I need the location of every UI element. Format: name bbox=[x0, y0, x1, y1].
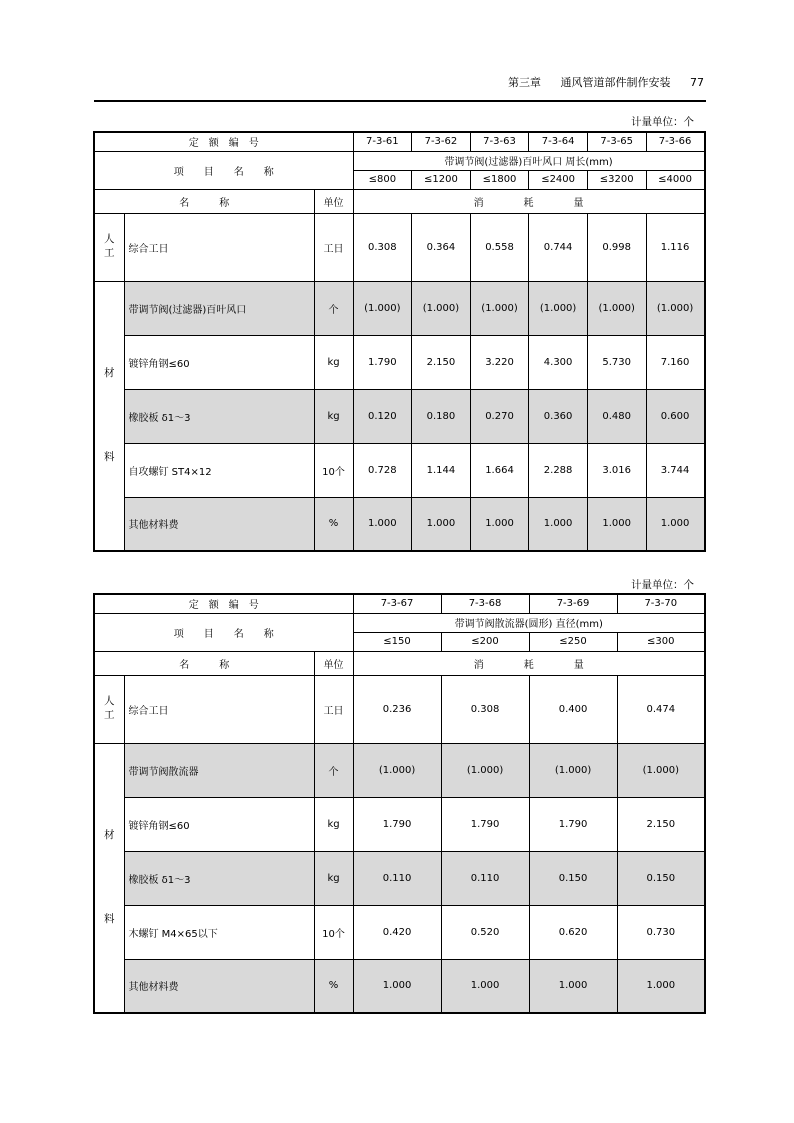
labor-category bbox=[94, 213, 124, 281]
chapter-title: 通风管道部件制作安装 bbox=[560, 76, 671, 89]
material-row bbox=[94, 443, 705, 497]
material-value: 1.000 bbox=[646, 497, 705, 551]
labor-value: 0.558 bbox=[470, 213, 529, 281]
material-row bbox=[94, 281, 705, 335]
spec-cell: ≤1200 bbox=[412, 170, 471, 189]
item-title: 带调节阀(过滤器)百叶风口 周长(mm) bbox=[353, 151, 705, 170]
column-header-row bbox=[94, 189, 705, 213]
material-row bbox=[94, 797, 705, 851]
code-row bbox=[94, 594, 705, 613]
quota-code: 7-3-65 bbox=[587, 132, 646, 151]
name-header: 名 称 bbox=[94, 189, 314, 213]
material-value: 0.110 bbox=[441, 851, 529, 905]
consumption-header: 消 耗 量 bbox=[353, 651, 705, 675]
material-value: 0.620 bbox=[529, 905, 617, 959]
material-row bbox=[94, 389, 705, 443]
quota-code: 7-3-67 bbox=[353, 594, 441, 613]
material-unit: 10个 bbox=[314, 905, 353, 959]
material-value: 1.000 bbox=[529, 497, 588, 551]
item-title: 带调节阀散流器(圆形) 直径(mm) bbox=[353, 613, 705, 632]
unit-header: 单位 bbox=[314, 651, 353, 675]
quota-code: 7-3-61 bbox=[353, 132, 412, 151]
labor-name: 综合工日 bbox=[124, 213, 314, 281]
material-value: 0.728 bbox=[353, 443, 412, 497]
code-label: 定 额 编 号 bbox=[94, 132, 353, 151]
material-value: 4.300 bbox=[529, 335, 588, 389]
spec-cell: ≤1800 bbox=[470, 170, 529, 189]
material-category-char: 材 bbox=[104, 367, 115, 380]
material-unit: kg bbox=[314, 335, 353, 389]
material-row bbox=[94, 335, 705, 389]
material-value: (1.000) bbox=[529, 281, 588, 335]
quota-table-2 bbox=[93, 593, 706, 1014]
labor-category-char: 人 bbox=[104, 233, 115, 246]
material-value: 1.790 bbox=[441, 797, 529, 851]
material-value: (1.000) bbox=[617, 743, 705, 797]
labor-value: 0.236 bbox=[353, 675, 441, 743]
material-value: 1.000 bbox=[529, 959, 617, 1013]
labor-category-char: 工 bbox=[104, 247, 115, 259]
material-row bbox=[94, 851, 705, 905]
labor-value: 0.400 bbox=[529, 675, 617, 743]
quota-code: 7-3-62 bbox=[412, 132, 471, 151]
labor-name: 综合工日 bbox=[124, 675, 314, 743]
spec-cell: ≤800 bbox=[353, 170, 412, 189]
item-title-row bbox=[94, 151, 705, 170]
material-category-char: 材 bbox=[104, 829, 115, 842]
material-name: 橡胶板 δ1～3 bbox=[124, 389, 314, 443]
material-value: 0.520 bbox=[441, 905, 529, 959]
material-row bbox=[94, 905, 705, 959]
material-value: 1.790 bbox=[353, 335, 412, 389]
material-name: 其他材料费 bbox=[124, 959, 314, 1013]
material-value: 0.180 bbox=[412, 389, 471, 443]
labor-row bbox=[94, 213, 705, 281]
material-unit: kg bbox=[314, 851, 353, 905]
material-value: 0.420 bbox=[353, 905, 441, 959]
material-value: 0.110 bbox=[353, 851, 441, 905]
spec-cell: ≤3200 bbox=[587, 170, 646, 189]
quota-code: 7-3-66 bbox=[646, 132, 705, 151]
material-value: 1.000 bbox=[441, 959, 529, 1013]
material-unit: kg bbox=[314, 389, 353, 443]
material-unit: 个 bbox=[314, 281, 353, 335]
labor-value: 0.308 bbox=[441, 675, 529, 743]
material-value: 0.120 bbox=[353, 389, 412, 443]
material-value: 1.790 bbox=[353, 797, 441, 851]
labor-value: 0.308 bbox=[353, 213, 412, 281]
material-unit: 个 bbox=[314, 743, 353, 797]
labor-unit: 工日 bbox=[314, 213, 353, 281]
material-name: 橡胶板 δ1～3 bbox=[124, 851, 314, 905]
material-name: 带调节阀(过滤器)百叶风口 bbox=[124, 281, 314, 335]
material-name: 自攻螺钉 ST4×12 bbox=[124, 443, 314, 497]
spec-cell: ≤200 bbox=[441, 632, 529, 651]
material-category-char: 料 bbox=[104, 912, 115, 925]
material-value: 2.288 bbox=[529, 443, 588, 497]
material-value: 0.150 bbox=[617, 851, 705, 905]
item-label: 项 目 名 称 bbox=[94, 151, 353, 189]
material-row bbox=[94, 743, 705, 797]
material-name: 木螺钉 M4×65以下 bbox=[124, 905, 314, 959]
labor-value: 0.364 bbox=[412, 213, 471, 281]
spec-cell: ≤300 bbox=[617, 632, 705, 651]
material-name: 镀锌角钢≤60 bbox=[124, 335, 314, 389]
material-name: 其他材料费 bbox=[124, 497, 314, 551]
table2-unit-note: 计量单位：个 bbox=[631, 579, 694, 591]
labor-category-char: 人 bbox=[104, 695, 115, 708]
quota-code: 7-3-63 bbox=[470, 132, 529, 151]
header-rule bbox=[94, 100, 706, 102]
quota-code: 7-3-68 bbox=[441, 594, 529, 613]
material-value: 5.730 bbox=[587, 335, 646, 389]
labor-category bbox=[94, 675, 124, 743]
spec-cell: ≤150 bbox=[353, 632, 441, 651]
spec-cell: ≤4000 bbox=[646, 170, 705, 189]
quota-code: 7-3-70 bbox=[617, 594, 705, 613]
category-spacer bbox=[97, 843, 122, 913]
material-value: 1.000 bbox=[412, 497, 471, 551]
material-value: 0.150 bbox=[529, 851, 617, 905]
table1-unit-note: 计量单位：个 bbox=[631, 116, 694, 128]
material-name: 带调节阀散流器 bbox=[124, 743, 314, 797]
material-category-char: 料 bbox=[104, 450, 115, 463]
material-value: 0.360 bbox=[529, 389, 588, 443]
material-unit: 10个 bbox=[314, 443, 353, 497]
material-value: 1.144 bbox=[412, 443, 471, 497]
material-unit: % bbox=[314, 497, 353, 551]
material-name: 镀锌角钢≤60 bbox=[124, 797, 314, 851]
material-value: 0.480 bbox=[587, 389, 646, 443]
material-value: 3.744 bbox=[646, 443, 705, 497]
unit-header: 单位 bbox=[314, 189, 353, 213]
material-value: 0.600 bbox=[646, 389, 705, 443]
material-value: 1.790 bbox=[529, 797, 617, 851]
material-value: 3.220 bbox=[470, 335, 529, 389]
labor-value: 0.474 bbox=[617, 675, 705, 743]
spec-cell: ≤2400 bbox=[529, 170, 588, 189]
code-label: 定 额 编 号 bbox=[94, 594, 353, 613]
material-category bbox=[94, 281, 124, 551]
category-spacer bbox=[97, 381, 122, 451]
material-value: (1.000) bbox=[529, 743, 617, 797]
item-title-row bbox=[94, 613, 705, 632]
material-value: 1.000 bbox=[353, 497, 412, 551]
material-value: 1.000 bbox=[353, 959, 441, 1013]
quota-code: 7-3-64 bbox=[529, 132, 588, 151]
material-value: (1.000) bbox=[470, 281, 529, 335]
spec-cell: ≤250 bbox=[529, 632, 617, 651]
material-category bbox=[94, 743, 124, 1013]
material-unit: kg bbox=[314, 797, 353, 851]
item-label: 项 目 名 称 bbox=[94, 613, 353, 651]
material-value: 2.150 bbox=[617, 797, 705, 851]
material-value: (1.000) bbox=[646, 281, 705, 335]
labor-row bbox=[94, 675, 705, 743]
material-row bbox=[94, 959, 705, 1013]
material-value: (1.000) bbox=[441, 743, 529, 797]
material-value: 3.016 bbox=[587, 443, 646, 497]
material-value: 1.664 bbox=[470, 443, 529, 497]
material-value: (1.000) bbox=[353, 281, 412, 335]
material-value: (1.000) bbox=[587, 281, 646, 335]
material-value: 0.730 bbox=[617, 905, 705, 959]
quota-table-1 bbox=[93, 131, 706, 552]
material-unit: % bbox=[314, 959, 353, 1013]
material-value: 1.000 bbox=[470, 497, 529, 551]
labor-unit: 工日 bbox=[314, 675, 353, 743]
material-value: 0.270 bbox=[470, 389, 529, 443]
material-value: 1.000 bbox=[617, 959, 705, 1013]
material-row bbox=[94, 497, 705, 551]
material-value: 2.150 bbox=[412, 335, 471, 389]
code-row bbox=[94, 132, 705, 151]
material-value: (1.000) bbox=[353, 743, 441, 797]
labor-value: 0.998 bbox=[587, 213, 646, 281]
quota-code: 7-3-69 bbox=[529, 594, 617, 613]
name-header: 名 称 bbox=[94, 651, 314, 675]
page-number: 77 bbox=[690, 76, 704, 89]
labor-value: 0.744 bbox=[529, 213, 588, 281]
labor-value: 1.116 bbox=[646, 213, 705, 281]
material-value: 1.000 bbox=[587, 497, 646, 551]
material-value: (1.000) bbox=[412, 281, 471, 335]
labor-category-char: 工 bbox=[104, 709, 115, 721]
consumption-header: 消 耗 量 bbox=[353, 189, 705, 213]
page-header bbox=[94, 74, 704, 94]
column-header-row bbox=[94, 651, 705, 675]
chapter-label: 第三章 bbox=[508, 76, 541, 89]
material-value: 7.160 bbox=[646, 335, 705, 389]
